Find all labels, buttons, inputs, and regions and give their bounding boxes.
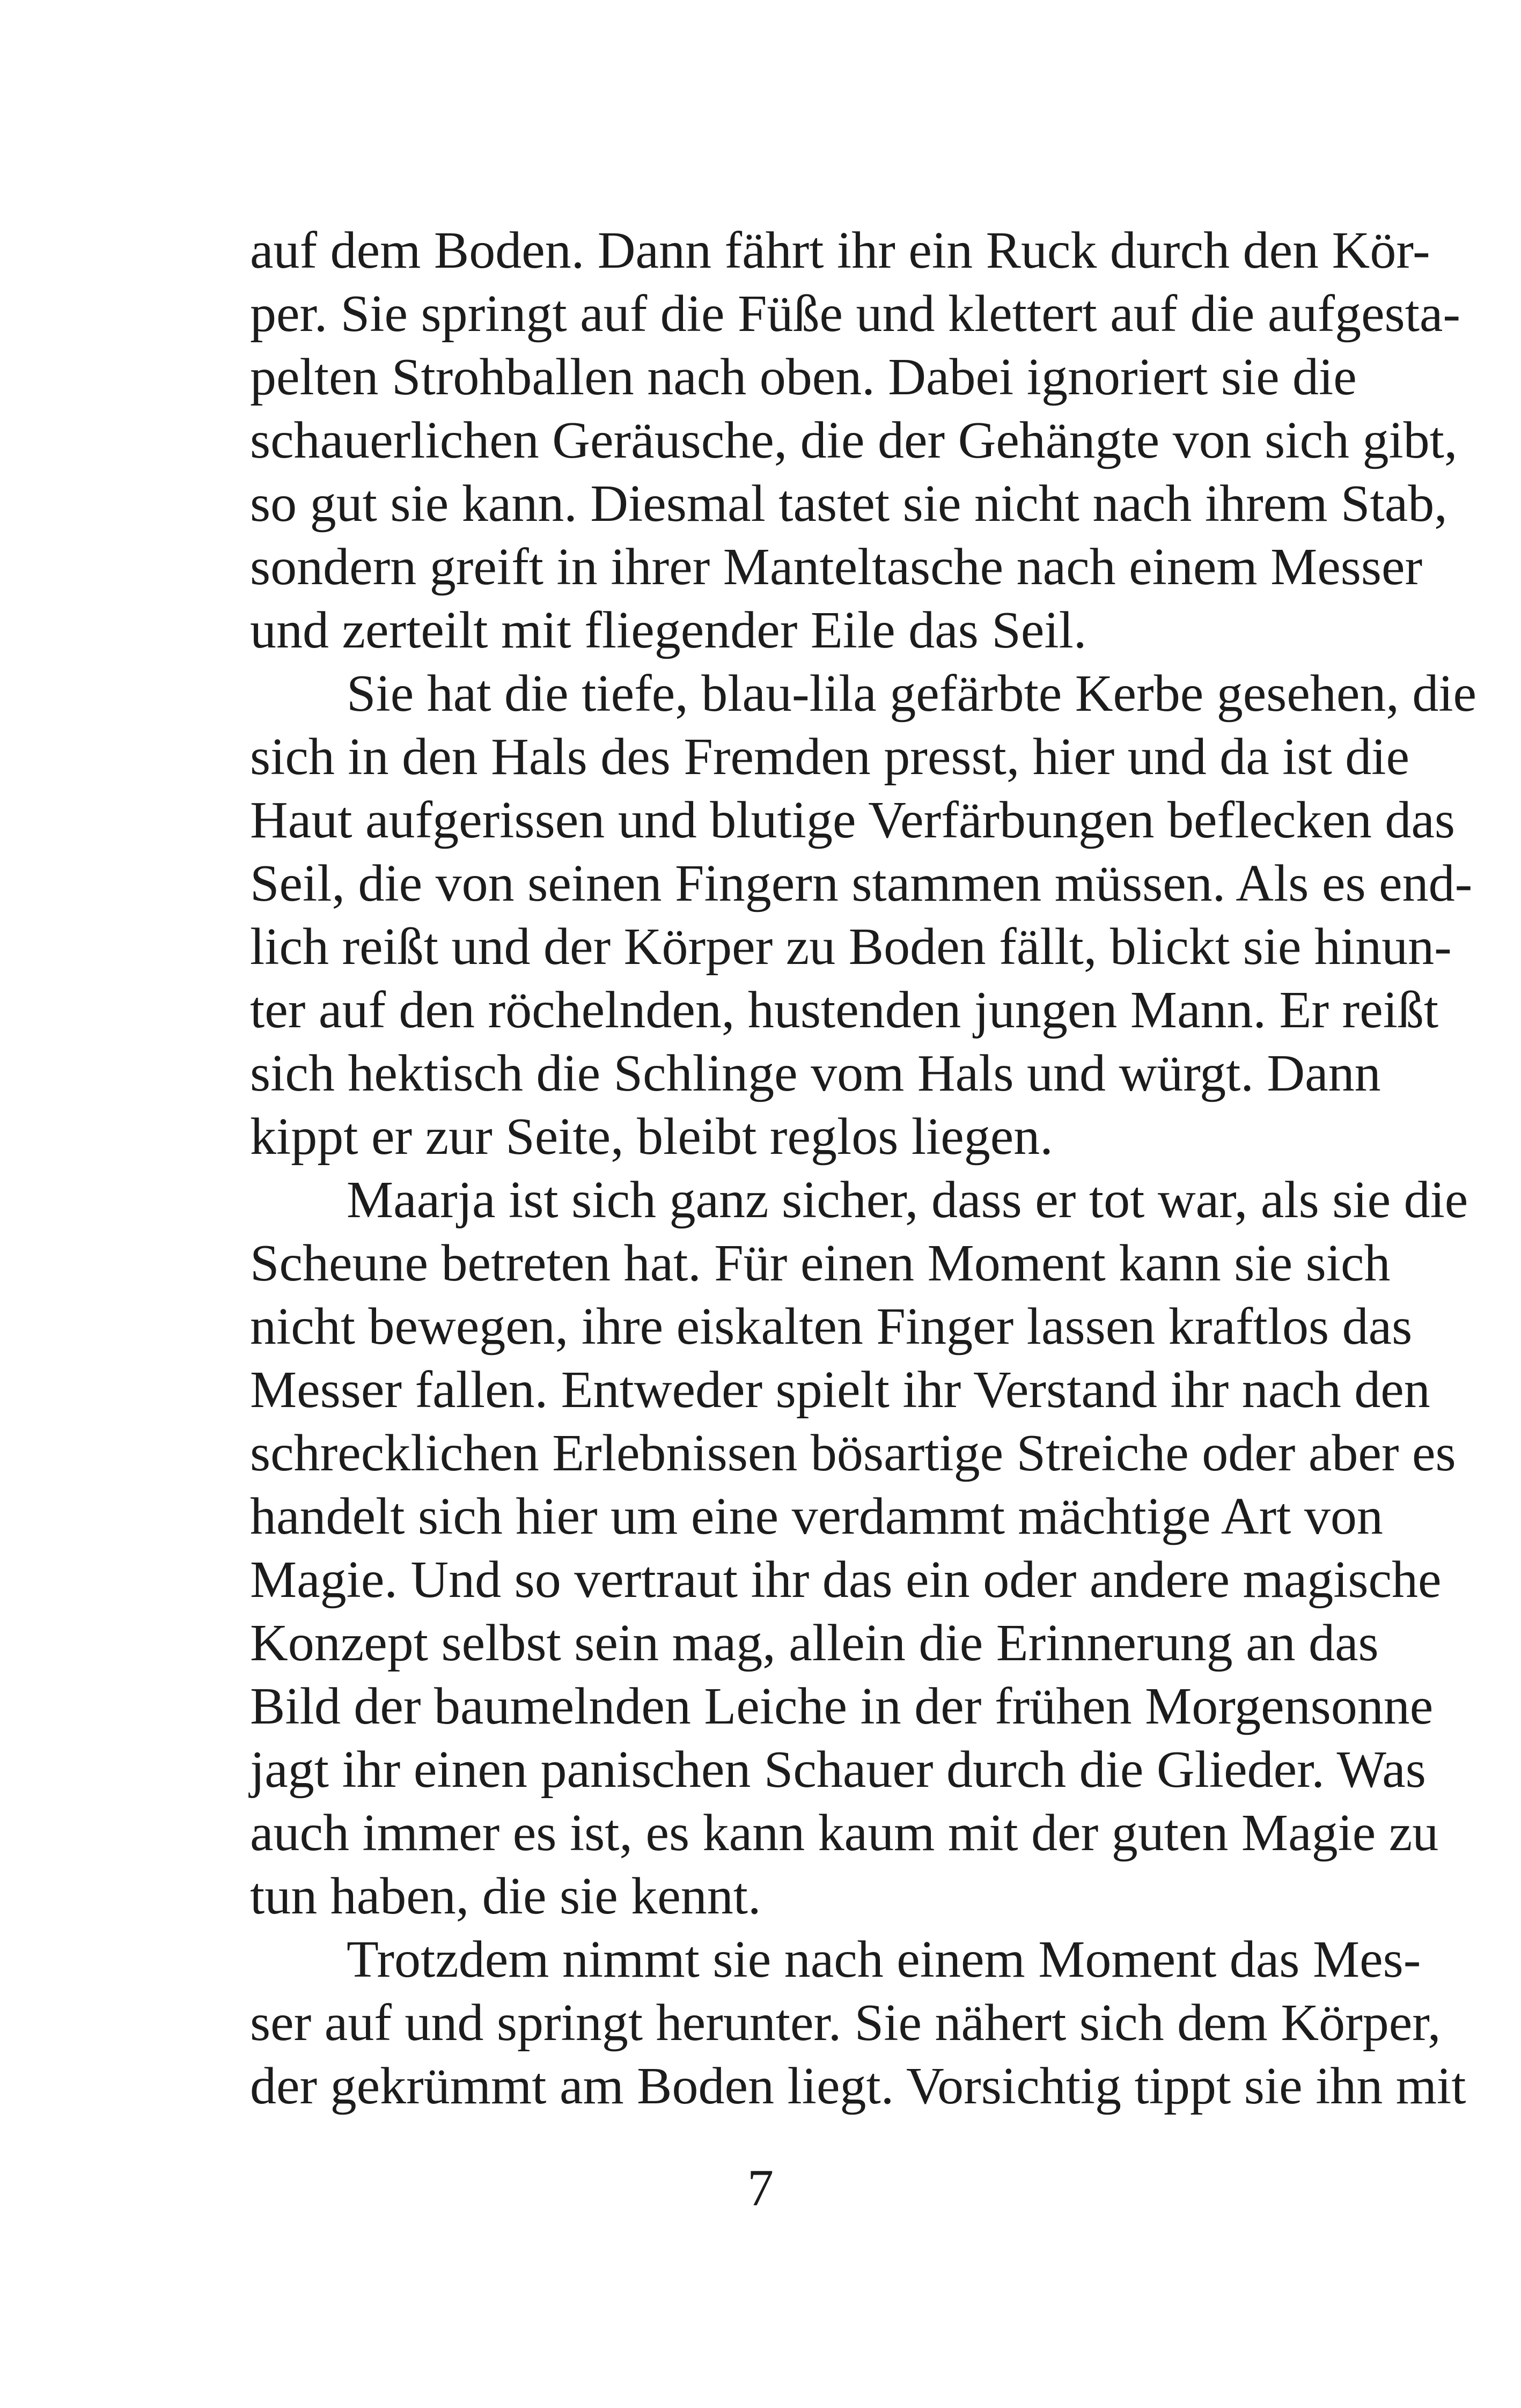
text-line: tun haben, die sie kennt. xyxy=(250,1867,761,1925)
text-line: Konzept selbst sein mag, allein die Erinnerung an das xyxy=(250,1614,1379,1672)
text-line: so gut sie kann. Diesmal tastet sie nicht nach ihrem Stab, xyxy=(250,475,1447,533)
text-line: Bild der baumelnden Leiche in der frühen Morgensonne xyxy=(250,1677,1434,1735)
text-line: Sie hat die tiefe, blau-lila gefärbte Kerbe gesehen, die xyxy=(347,665,1477,723)
text-line: Trotzdem nimmt sie nach einem Moment das Mes- xyxy=(347,1931,1421,1989)
text-line: pelten Strohballen nach oben. Dabei ignoriert sie die xyxy=(250,348,1357,406)
text-line: sondern greift in ihrer Manteltasche nach einem Messer xyxy=(250,538,1423,596)
text-line: kippt er zur Seite, bleibt reglos liegen. xyxy=(250,1108,1053,1166)
text-line: schrecklichen Erlebnissen bösartige Streiche oder aber es xyxy=(250,1424,1456,1482)
text-line: sich in den Hals des Fremden presst, hier und da ist die xyxy=(250,728,1410,786)
text-line: sich hektisch die Schlinge vom Hals und würgt. Dann xyxy=(250,1044,1381,1102)
text-line: auch immer es ist, es kann kaum mit der guten Magie zu xyxy=(250,1804,1439,1862)
text-line: ser auf und springt herunter. Sie nähert sich dem Körper, xyxy=(250,1994,1441,2052)
text-line: nicht bewegen, ihre eiskalten Finger lassen kraftlos das xyxy=(250,1298,1413,1356)
text-line: Magie. Und so vertraut ihr das ein oder andere magische xyxy=(250,1551,1442,1609)
page-number: 7 xyxy=(747,2159,774,2217)
text-line: schauerlichen Geräusche, die der Gehängte von sich gibt, xyxy=(250,411,1458,469)
text-line: handelt sich hier um eine verdammt mächtige Art von xyxy=(250,1487,1383,1545)
text-line: Maarja ist sich ganz sicher, dass er tot war, als sie die xyxy=(347,1171,1468,1229)
text-line: jagt ihr einen panischen Schauer durch die Glieder. Was xyxy=(250,1741,1426,1799)
text-line: auf dem Boden. Dann fährt ihr ein Ruck durch den Kör- xyxy=(250,222,1430,279)
text-line: der gekrümmt am Boden liegt. Vorsichtig tippt sie ihn mit xyxy=(250,2057,1466,2115)
text-line: per. Sie springt auf die Füße und klettert auf die aufgesta- xyxy=(250,285,1461,343)
text-line: Scheune betreten hat. Für einen Moment kann sie sich xyxy=(250,1234,1391,1292)
text-line: Messer fallen. Entweder spielt ihr Verstand ihr nach den xyxy=(250,1361,1430,1419)
text-line: und zerteilt mit fliegender Eile das Seil. xyxy=(250,601,1087,659)
text-line: Seil, die von seinen Fingern stammen müssen. Als es end- xyxy=(250,855,1473,912)
text-line: ter auf den röchelnden, hustenden jungen Mann. Er reißt xyxy=(250,981,1439,1039)
text-line: Haut aufgerissen und blutige Verfärbungen beflecken das xyxy=(250,791,1455,849)
body-text xyxy=(250,219,1477,2118)
text-line: lich reißt und der Körper zu Boden fällt, blickt sie hinun- xyxy=(250,918,1452,976)
